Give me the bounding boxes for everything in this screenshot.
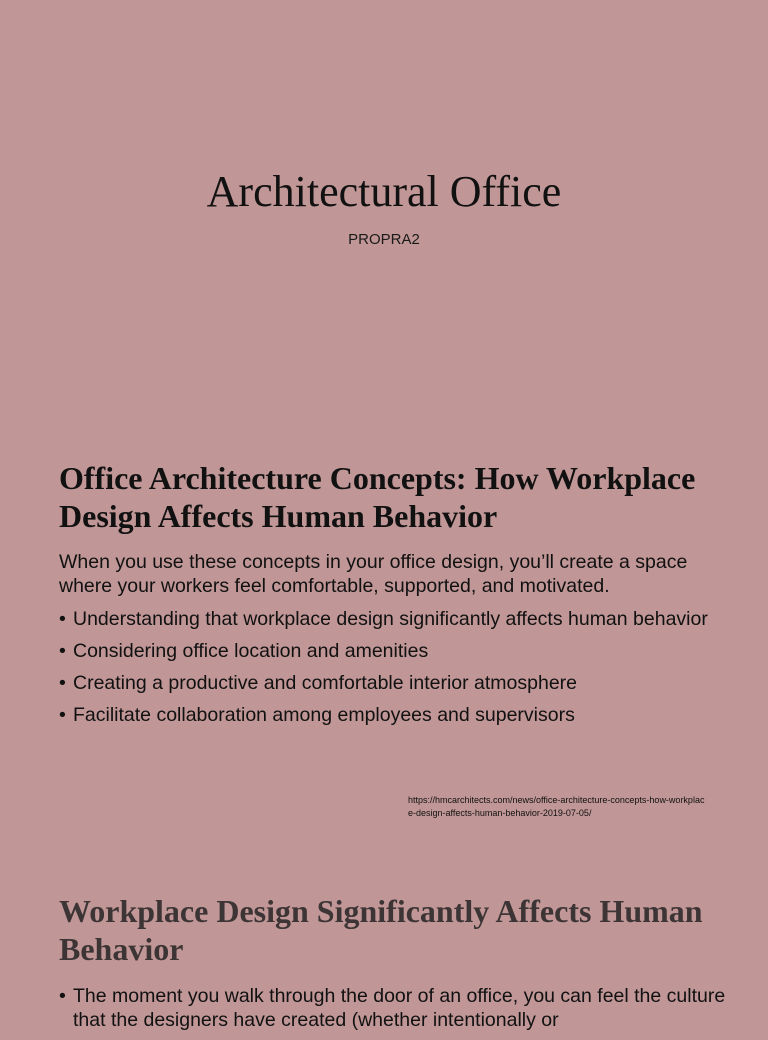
affects-heading: Workplace Design Significantly Affects Human Behavior	[59, 893, 703, 967]
bullet-glyph: •	[59, 704, 66, 726]
bullet-text: The moment you walk through the door of an office, you can feel the culture that the designers have created (whether intentionally or	[73, 985, 726, 1031]
bullet-glyph: •	[59, 672, 66, 694]
presentation-subtitle: PROPRA2	[348, 231, 420, 248]
concepts-intro: When you use these concepts in your office design, you’ll create a space where your workers feel comfortable, supported, and motivated.	[59, 551, 688, 597]
bullet-item	[59, 984, 729, 1032]
bullet-glyph: •	[59, 608, 66, 630]
bullet-text: Creating a productive and comfortable interior atmosphere	[73, 672, 578, 694]
concepts-heading: Office Architecture Concepts: How Workplace Design Affects Human Behavior	[59, 460, 696, 534]
affects-slide	[0, 864, 768, 1031]
bullet-item	[59, 607, 729, 631]
bullet-text: Considering office location and amenities	[73, 640, 429, 662]
affects-bullet-list	[59, 984, 729, 1040]
bullet-glyph: •	[59, 985, 66, 1007]
title-slide	[0, 0, 768, 432]
presentation-title: Architectural Office	[206, 167, 562, 216]
bullet-text: Understanding that workplace design significantly affects human behavior	[73, 608, 708, 630]
source-url: https://hmcarchitects.com/news/office-architecture-concepts-how-workplace-design-affects-human-behavior-2019-07-05/	[408, 795, 705, 818]
concepts-bullet-list	[59, 607, 729, 735]
bullet-glyph: •	[59, 640, 66, 662]
bullet-item	[59, 639, 729, 663]
bullet-item	[59, 703, 729, 727]
concepts-slide	[0, 432, 768, 864]
bullet-item	[59, 671, 729, 695]
bullet-text: Facilitate collaboration among employees and supervisors	[73, 704, 575, 726]
